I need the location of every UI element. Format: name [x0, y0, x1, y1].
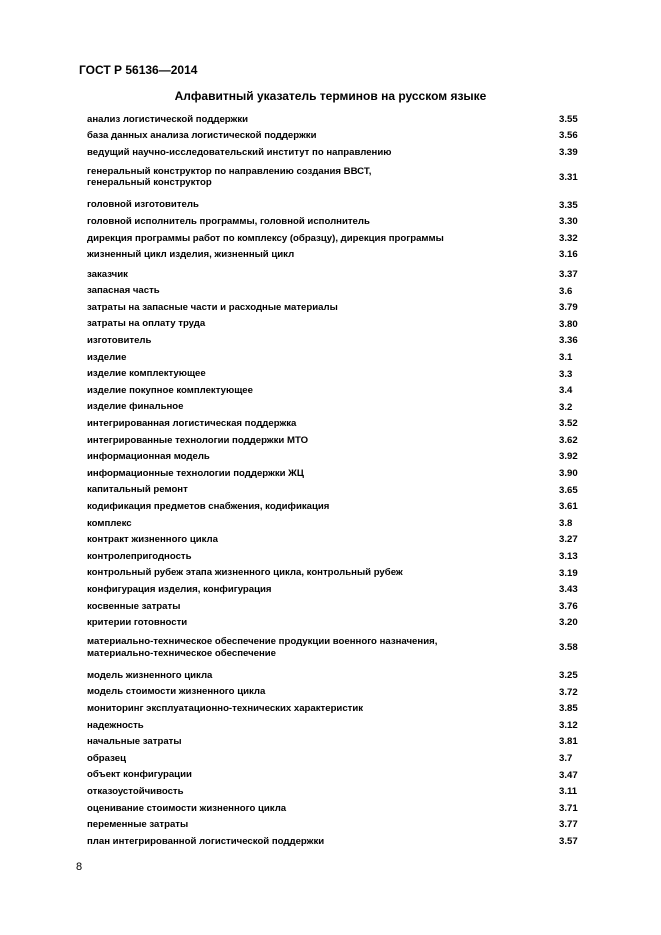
entry-term: комплекс [87, 517, 132, 529]
index-entry [87, 416, 587, 433]
entry-ref: 3.35 [559, 199, 578, 211]
entry-ref: 3.58 [559, 642, 578, 654]
index-title: Алфавитный указатель терминов на русском языке [174, 89, 487, 103]
entry-term: изделие [87, 351, 127, 363]
index-entry [87, 615, 587, 632]
entry-term: база данных анализа логистической поддержки [87, 130, 317, 142]
index-entry [87, 817, 587, 834]
entry-term: план интегрированной логистической поддержки [87, 835, 325, 847]
entry-term: надежность [87, 719, 144, 731]
index-entry [87, 349, 587, 366]
entry-ref: 3.43 [559, 584, 578, 596]
index-entry [87, 833, 587, 850]
entry-ref: 3.31 [559, 171, 578, 183]
entry-term: кодификация предметов снабжения, кодификация [87, 501, 330, 513]
entry-ref: 3.47 [559, 769, 578, 781]
entry-term: конфигурация изделия, конфигурация [87, 583, 272, 595]
entry-ref: 3.12 [559, 719, 578, 731]
entry-ref: 3.30 [559, 216, 578, 228]
standard-header: ГОСТ Р 56136—2014 [79, 63, 198, 77]
entry-term: мониторинг эксплуатационно-технических характеристик [87, 702, 364, 714]
entry-term: отказоустойчивость [87, 785, 184, 797]
entry-ref: 3.39 [559, 146, 578, 158]
entry-term: модель стоимости жизненного цикла [87, 686, 266, 698]
index-entry [87, 197, 587, 214]
entry-ref: 3.16 [559, 249, 578, 261]
entry-ref: 3.56 [559, 130, 578, 142]
index-entry [87, 515, 587, 532]
entry-ref: 3.36 [559, 335, 578, 347]
index-entry [87, 432, 587, 449]
index-entry [87, 333, 587, 350]
entry-ref: 3.81 [559, 736, 578, 748]
index-entry [87, 631, 587, 664]
index-entry [87, 700, 587, 717]
entry-ref: 3.32 [559, 232, 578, 244]
entry-term: оценивание стоимости жизненного цикла [87, 802, 287, 814]
entry-ref: 3.76 [559, 600, 578, 612]
index-entry [87, 532, 587, 549]
entry-term: переменные затраты [87, 819, 189, 831]
index-entry [87, 750, 587, 767]
entry-ref: 3.8 [559, 517, 573, 529]
index-entry [87, 717, 587, 734]
entry-ref: 3.3 [559, 368, 573, 380]
entry-term: контролепригодность [87, 550, 192, 562]
entry-term: интегрированная логистическая поддержка [87, 418, 297, 430]
entry-ref: 3.92 [559, 451, 578, 463]
entry-term: контрольный рубеж этапа жизненного цикла, контрольный рубеж [87, 567, 403, 579]
entry-term: изготовитель [87, 335, 152, 347]
entry-ref: 3.7 [559, 752, 573, 764]
entry-term: материально-техническое обеспечение продукции военного назначения, материально-техническое обеспечение [87, 636, 438, 659]
index-entry [87, 382, 587, 399]
index-entry [87, 684, 587, 701]
entry-ref: 3.52 [559, 418, 578, 430]
entry-ref: 3.6 [559, 285, 573, 297]
entry-term: головной изготовитель [87, 199, 199, 211]
index-entry [87, 316, 587, 333]
entry-ref: 3.57 [559, 835, 578, 847]
entry-term: головной исполнитель программы, головной исполнитель [87, 215, 370, 227]
entry-ref: 3.4 [559, 385, 573, 397]
index-entry [87, 399, 587, 416]
entry-term: объект конфигурации [87, 769, 192, 781]
entry-term: интегрированные технологии поддержки МТО [87, 434, 309, 446]
index-entry [87, 266, 587, 283]
index-entry [87, 449, 587, 466]
entry-ref: 3.71 [559, 802, 578, 814]
index-entry [87, 230, 587, 247]
index-entry [87, 498, 587, 515]
index-entry [87, 161, 587, 194]
index-entry [87, 548, 587, 565]
entry-ref: 3.11 [559, 786, 578, 798]
page-number: 8 [76, 861, 83, 873]
entry-ref: 3.72 [559, 686, 578, 698]
entry-ref: 3.20 [559, 617, 578, 629]
index-entry [87, 783, 587, 800]
index-entry [87, 247, 587, 264]
entry-ref: 3.61 [559, 501, 578, 513]
entry-term: контракт жизненного цикла [87, 534, 218, 546]
entry-term: генеральный конструктор по направлению создания ВВСТ, генеральный конструктор [87, 165, 372, 189]
index-entry [87, 767, 587, 784]
entry-term: образец [87, 752, 126, 764]
index-entry [87, 800, 587, 817]
entry-ref: 3.77 [559, 819, 578, 831]
entry-ref: 3.62 [559, 434, 578, 446]
entry-ref: 3.79 [559, 302, 578, 314]
entry-ref: 3.37 [559, 268, 578, 280]
entry-ref: 3.13 [559, 551, 578, 563]
index-entry [87, 565, 587, 582]
entry-ref: 3.80 [559, 318, 578, 330]
entry-ref: 3.19 [559, 567, 578, 579]
index-entry [87, 734, 587, 751]
entry-term: косвенные затраты [87, 600, 181, 612]
index-entry [87, 111, 587, 128]
index-entry [87, 482, 587, 499]
entry-term: критерии готовности [87, 617, 188, 629]
entry-ref: 3.1 [559, 351, 573, 363]
entry-ref: 3.27 [559, 534, 578, 546]
entry-term: начальные затраты [87, 736, 182, 748]
entry-term: изделие комплектующее [87, 368, 206, 380]
entry-term: ведущий научно-исследовательский институт по направлению [87, 146, 392, 158]
index-entry [87, 283, 587, 300]
index-entry [87, 667, 587, 684]
entry-ref: 3.85 [559, 703, 578, 715]
index-entry [87, 465, 587, 482]
entry-term: модель жизненного цикла [87, 669, 213, 681]
entry-term: информационные технологии поддержки ЖЦ [87, 467, 304, 479]
index-entry [87, 128, 587, 145]
entry-term: запасная часть [87, 285, 160, 297]
entry-term: затраты на оплату труда [87, 318, 206, 330]
entry-term: информационная модель [87, 451, 210, 463]
index-entry [87, 213, 587, 230]
index-entry [87, 598, 587, 615]
entry-term: капитальный ремонт [87, 484, 188, 496]
entry-term: жизненный цикл изделия, жизненный цикл [87, 249, 295, 261]
entry-ref: 3.65 [559, 484, 578, 496]
entry-ref: 3.25 [559, 670, 578, 682]
entry-term: заказчик [87, 268, 128, 280]
entry-ref: 3.2 [559, 401, 573, 413]
index-entry [87, 581, 587, 598]
index-entry [87, 299, 587, 316]
index-entry [87, 366, 587, 383]
entry-term: изделие покупное комплектующее [87, 384, 253, 396]
entry-term: анализ логистической поддержки [87, 113, 249, 125]
index-entry [87, 144, 587, 161]
entry-ref: 3.90 [559, 468, 578, 480]
entry-term: изделие финальное [87, 401, 184, 413]
term-index [87, 111, 587, 850]
entry-term: дирекция программы работ по комплексу (образцу), дирекция программы [87, 232, 444, 244]
entry-ref: 3.55 [559, 113, 578, 125]
entry-term: затраты на запасные части и расходные материалы [87, 301, 338, 313]
